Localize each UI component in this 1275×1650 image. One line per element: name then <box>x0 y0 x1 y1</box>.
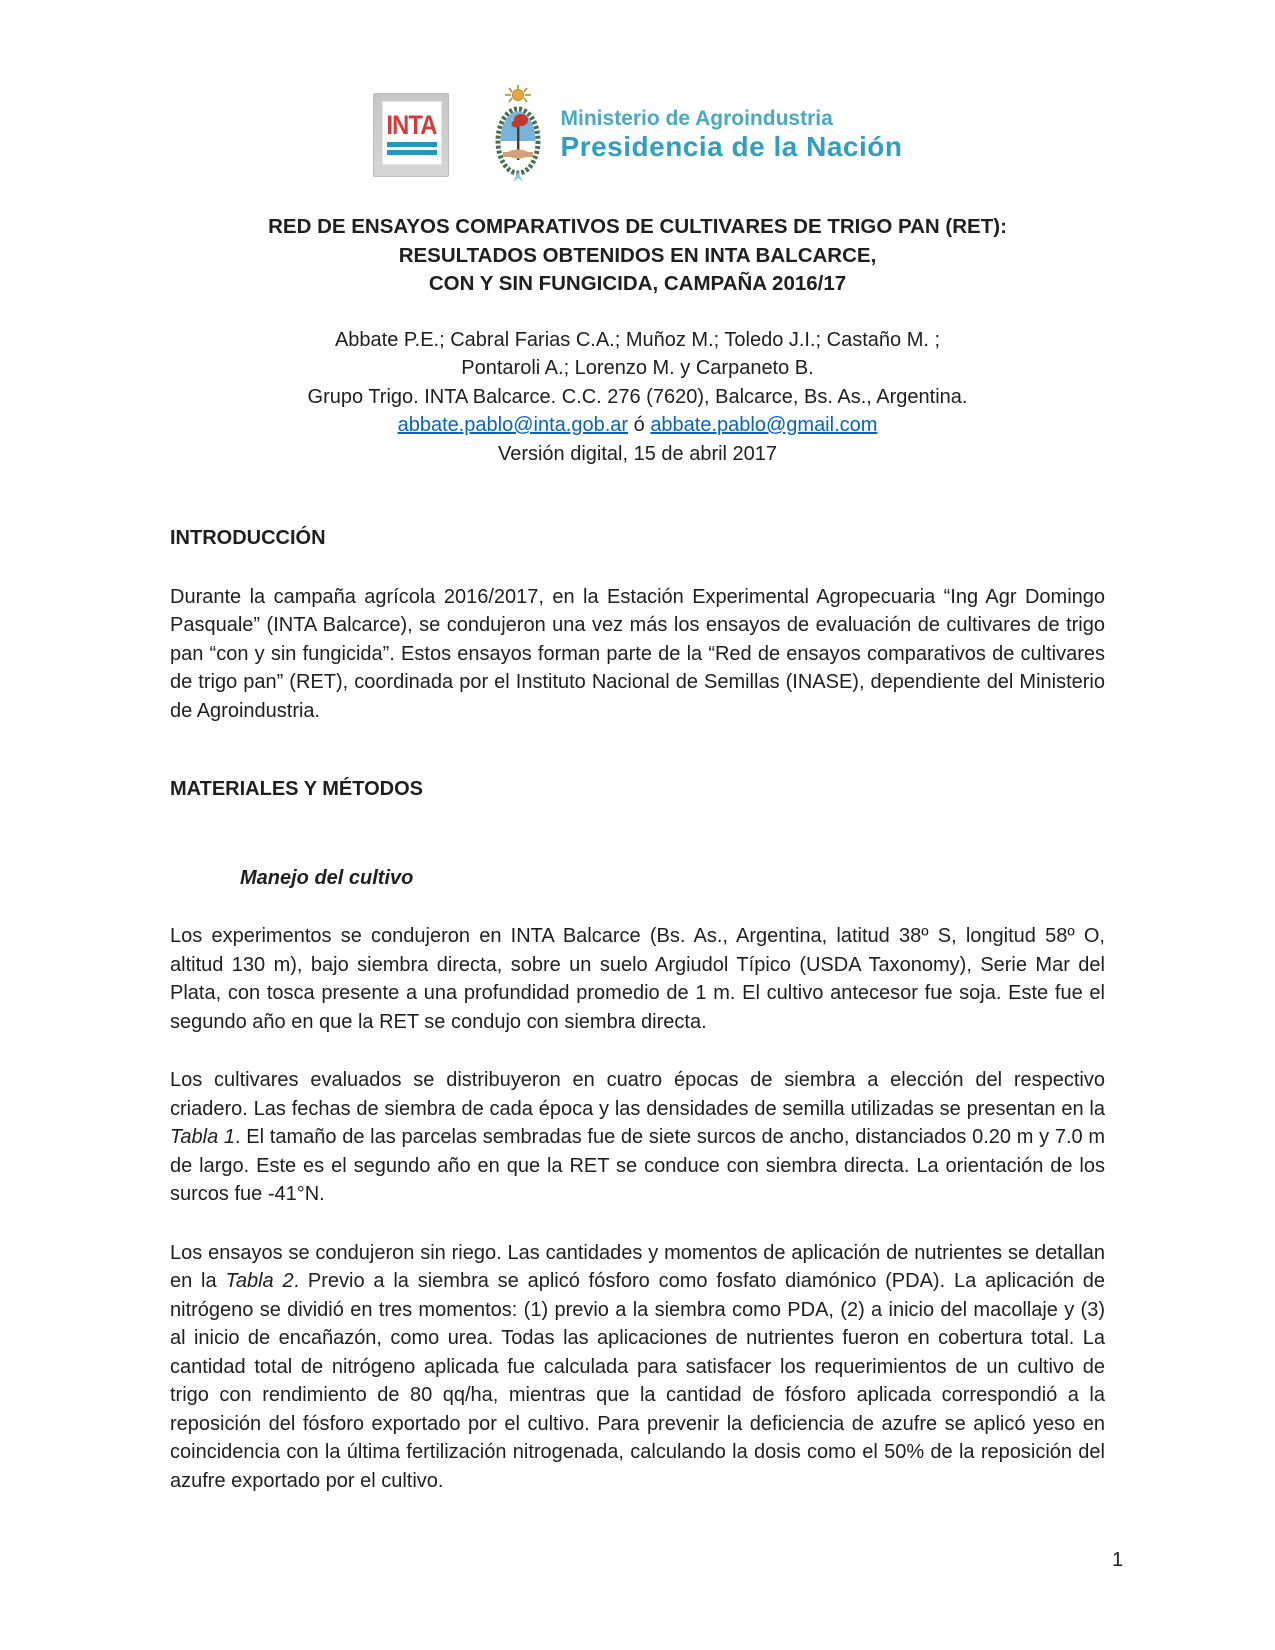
title-line-2: RESULTADOS OBTENIDOS EN INTA BALCARCE, <box>398 243 877 267</box>
section-heading-introduccion: INTRODUCCIÓN <box>170 527 326 549</box>
document-body <box>0 213 1275 1495</box>
paragraph-ensayos-text-cont: . Previo a la siembra se aplicó fósforo como fosfato diamónico (PDA). La aplicación de nitrógeno se dividió en tres momentos: (1) previo a la siembra como PDA, (2) a inicio del macollaje y (3) al inicio de encañazón, como urea. Todas las aplicaciones de nutrientes fueron en cobertura total. La cantidad total de nitrógeno aplicada fue calculada para satisfacer los requerimientos de un cultivo de trigo con rendimiento de 80 qq/ha, mientras que la cantidad de fósforo aplicada correspondió a la reposición del fósforo exportado por el cultivo. Para prevenir la deficiencia de azufre se aplicó yeso en coincidencia con la última fertilización nitrogenada, calculando la dosis como el 50% de la reposición del azufre exportado por el cultivo. <box>170 1270 1105 1492</box>
paragraph-experimentos: Los experimentos se condujeron en INTA Balcarce (Bs. As., Argentina, latitud 38º S, longitud 58º O, altitud 130 m), bajo siembra directa, sobre un suelo Argiudol Típico (USDA Taxonomy), Serie Mar del Plata, con tosca presente a una profundidad promedio de 1 m. El cultivo antecesor fue soja. Este fue el segundo año en que la RET se condujo con siembra directa. <box>170 925 1105 1033</box>
page-number: 1 <box>1112 1549 1124 1571</box>
document-header <box>0 0 1275 185</box>
inta-logo-bar <box>387 150 437 155</box>
title-line-1: RED DE ENSAYOS COMPARATIVOS DE CULTIVARES DE TRIGO PAN (RET): <box>268 215 1007 238</box>
inta-logo <box>373 93 449 177</box>
email-link-gmail[interactable]: abbate.pablo@gmail.com <box>650 414 878 436</box>
authors-emails <box>170 411 1105 440</box>
subsection-heading-manejo: Manejo del cultivo <box>240 866 414 889</box>
ministry-name: Ministerio de Agroindustria <box>560 106 833 130</box>
paragraph-ensayos <box>170 1239 1105 1496</box>
coat-of-arms-icon <box>491 84 545 186</box>
email-separator: ó <box>628 414 651 436</box>
email-link-inta[interactable]: abbate.pablo@inta.gob.ar <box>397 414 629 436</box>
inta-logo-bar <box>387 142 437 147</box>
document-title <box>170 213 1105 299</box>
authors-block <box>170 326 1105 469</box>
table-2-reference: Tabla 2 <box>225 1270 294 1292</box>
paragraph-introduccion: Durante la campaña agrícola 2016/2017, en la Estación Experimental Agropecuaria “Ing Agr Domingo Pasquale” (INTA Balcarce), se condujeron una vez más los ensayos de evaluación de cultivares de trigo pan “con y sin fungicida”. Estos ensayos forman parte de la “Red de ensayos comparativos de cultivares de trigo pan” (RET), coordinada por el Instituto Nacional de Semillas (INASE), dependiente del Ministerio de Agroindustria. <box>170 585 1105 722</box>
paragraph-cultivares <box>170 1066 1105 1209</box>
authors-affiliation: Grupo Trigo. INTA Balcarce. C.C. 276 (7620), Balcarce, Bs. As., Argentina. <box>307 385 968 408</box>
paragraph-cultivares-text: Los cultivares evaluados se distribuyeron en cuatro épocas de siembra a elección del respectivo criadero. Las fechas de siembra de cada época y las densidades de semilla utilizadas se presentan en la <box>170 1069 1105 1120</box>
authors-line-2: Pontaroli A.; Lorenzo M. y Carpaneto B. <box>461 357 814 379</box>
table-1-reference: Tabla 1 <box>170 1126 236 1148</box>
version-line: Versión digital, 15 de abril 2017 <box>497 442 778 465</box>
authors-line-1: Abbate P.E.; Cabral Farias C.A.; Muñoz M.; Toledo J.I.; Castaño M. ; <box>334 328 941 351</box>
section-heading-materiales: MATERIALES Y MÉTODOS <box>170 778 423 800</box>
presidency-name: Presidencia de la Nación <box>560 130 903 162</box>
title-line-3: CON Y SIN FUNGICIDA, CAMPAÑA 2016/17 <box>428 272 847 295</box>
inta-logo-inner <box>382 101 442 165</box>
paragraph-ensayos-text: Los ensayos se condujeron sin riego. Las cantidades y momentos de aplicación de nutrientes se detallan en la <box>170 1241 1105 1292</box>
ministry-wordmark <box>561 107 903 163</box>
paragraph-cultivares-text-cont: . El tamaño de las parcelas sembradas fue de siete surcos de ancho, distanciados 0.20 m y 7.0 m de largo. Este es el segundo año en que la RET se conduce con siembra directa. La orientación de los surcos fue -41°N. <box>170 1126 1105 1205</box>
inta-logo-text: INTA <box>386 109 437 140</box>
